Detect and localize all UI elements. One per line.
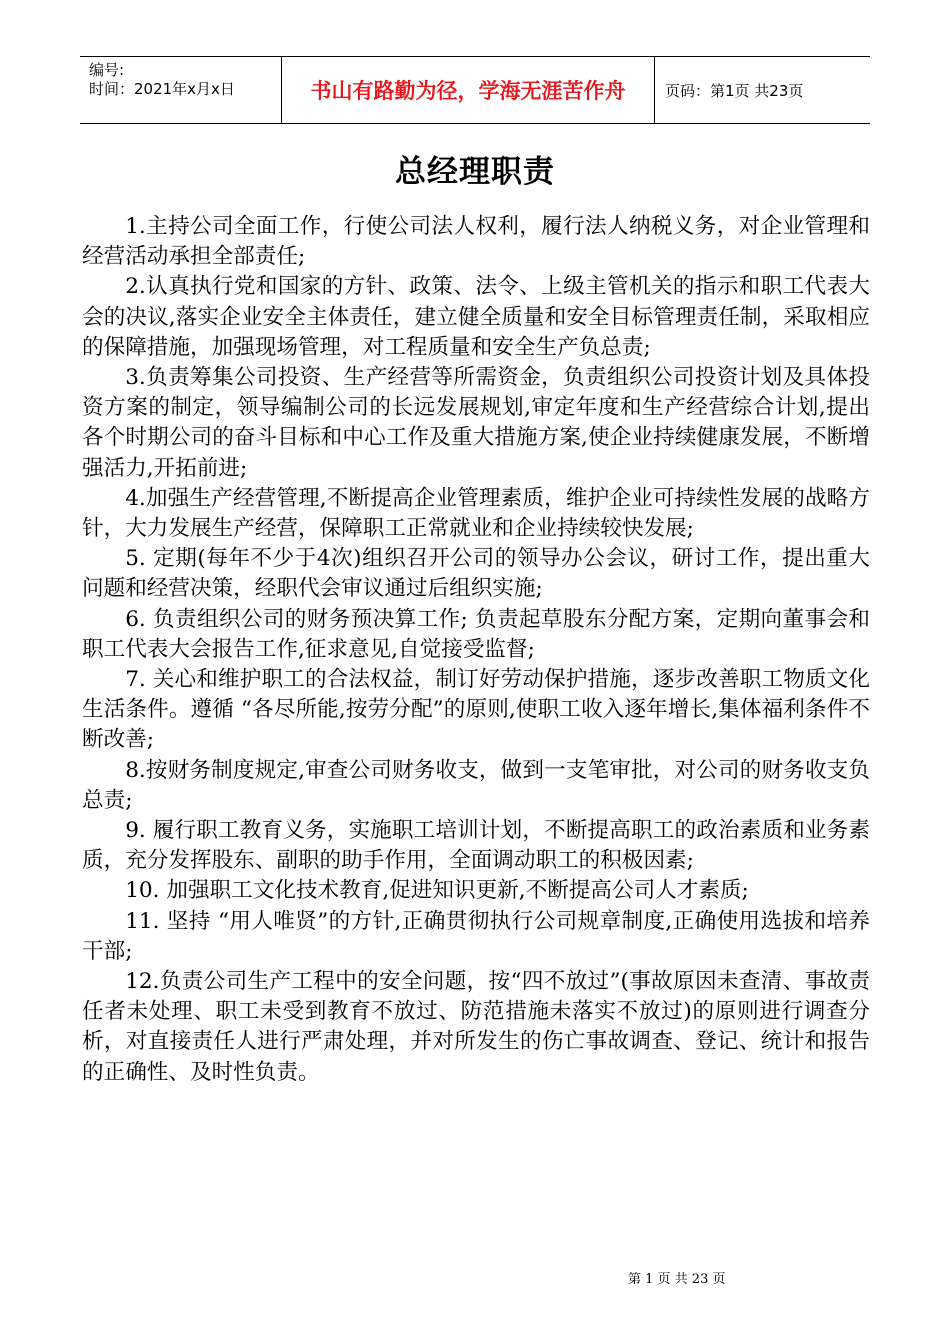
header-page-info: 页码：第1页 共23页 [665, 81, 804, 100]
time-label: 时间：2021年x月x日 [89, 80, 235, 98]
paragraph-3: 3.负责筹集公司投资、生产经营等所需资金，负责组织公司投资计划及具体投资方案的制定，领导编制公司的长远发展规划,审定年度和生产经营综合计划,提出各个时期公司的奋斗目标和中心工作及重大措施方案,使企业持续健康发展，不断增强活力,开拓前进; [82, 365, 870, 481]
paragraph-4: 4.加强生产经营管理,不断提高企业管理素质，维护企业可持续性发展的战略方针，大力发展生产经营，保障职工正常就业和企业持续较快发展; [82, 485, 870, 542]
paragraph-7: 7. 关心和维护职工的合法权益，制订好劳动保护措施，逐步改善职工物质文化生活条件。遵循 “各尽所能,按劳分配”的原则,使职工收入逐年增长,集体福利条件不断改善; [82, 667, 870, 753]
serial-label: 编号: [89, 61, 125, 79]
paragraph-10: 10. 加强职工文化技术教育,促进知识更新,不断提高公司人才素质; [125, 878, 749, 904]
document-body [82, 212, 870, 1088]
paragraph-8: 8.按财务制度规定,审查公司财务收支，做到一支笔审批，对公司的财务收支负总责; [82, 757, 870, 813]
paragraph-6: 6. 负责组织公司的财务预决算工作; 负责起草股东分配方案，定期向董事会和职工代表大会报告工作,征求意见,自觉接受监督; [82, 606, 870, 662]
paragraph-9: 9. 履行职工教育义务，实施职工培训计划，不断提高职工的政治素质和业务素质，充分发挥股东、副职的助手作用，全面调动职工的积极因素; [82, 818, 870, 874]
document-header [80, 56, 870, 124]
page-footer: 第 1 页 共 23 页 [628, 1272, 726, 1287]
document-title: 总经理职责 [395, 154, 555, 190]
header-motto: 书山有路勤为径，学海无涯苦作舟 [281, 57, 655, 123]
paragraph-12: 12.负责公司生产工程中的安全问题，按“四不放过”(事故原因未查清、事故责任者未处理、职工未受到教育不放过、防范措施未落实不放过)的原则进行调查分析，对直接责任人进行严肃处理，并对所发生的伤亡事故调查、登记、统计和报告的正确性、及时性负责。 [82, 969, 870, 1085]
paragraph-11: 11. 坚持 “用人唯贤”的方针,正确贯彻执行公司规章制度,正确使用选拔和培养干部; [82, 908, 870, 964]
paragraph-5: 5. 定期(每年不少于4次)组织召开公司的领导办公会议，研讨工作，提出重大问题和经营决策，经职代会审议通过后组织实施; [82, 546, 870, 602]
paragraph-2: 2.认真执行党和国家的方针、政策、法令、上级主管机关的指示和职工代表大会的决议,落实企业安全主体责任，建立健全质量和安全目标管理责任制，采取相应的保障措施，加强现场管理，对工程质量和安全生产负总责; [82, 274, 870, 360]
paragraph-1: 1.主持公司全面工作，行使公司法人权利，履行法人纳税义务，对企业管理和经营活动承担全部责任; [82, 214, 870, 270]
header-meta [80, 57, 281, 123]
